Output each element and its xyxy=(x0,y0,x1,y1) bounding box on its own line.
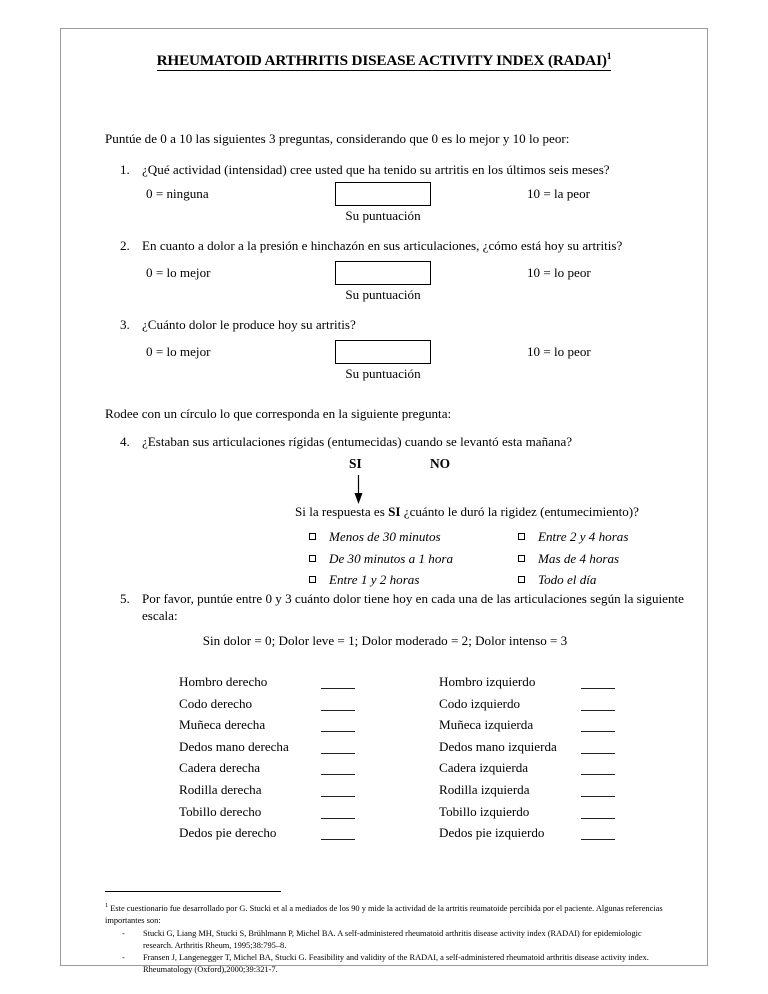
joint-score-blank[interactable] xyxy=(321,818,355,819)
joint-column-right-side xyxy=(179,674,439,847)
footnote-dash: - xyxy=(122,928,125,938)
joint-score-blank[interactable] xyxy=(581,774,615,775)
checkbox-icon[interactable] xyxy=(309,576,329,587)
question-1-score-box[interactable] xyxy=(335,182,431,206)
duration-option[interactable] xyxy=(309,551,453,573)
checkbox-icon[interactable] xyxy=(518,533,538,544)
answer-option-no[interactable]: NO xyxy=(430,456,451,471)
joint-label: Muñeca derecha xyxy=(179,717,266,733)
footnote-separator xyxy=(105,891,281,892)
joint-score-blank[interactable] xyxy=(321,731,355,732)
footnote xyxy=(105,901,671,976)
checkbox-icon[interactable] xyxy=(309,533,329,544)
joint-label: Muñeca izquierda xyxy=(439,717,534,733)
question-5-number: 5. xyxy=(120,591,130,606)
joint-label: Dedos mano izquierda xyxy=(439,738,557,754)
question-1-right-anchor: 10 = la peor xyxy=(527,186,591,201)
joint-row xyxy=(179,804,439,826)
question-2-score-caption: Su puntuación xyxy=(345,287,421,302)
question-1 xyxy=(120,161,700,178)
question-1-score-caption: Su puntuación xyxy=(345,208,421,223)
joint-row xyxy=(439,674,699,696)
footnote-reference-text: Stucki G, Liang MH, Stucki S, Brühlmann P, Michel BA. A self-administered rheumatoid arthritis disease activity index (RADAI) for epidemiologic research. Arthritis Rheum, 1995;38:795–8. xyxy=(143,928,642,950)
footnote-text: Este cuestionario fue desarrollado por G. Stucki et al a mediados de los 90 y mide la actividad de la artritis reumatoide percibida por el paciente. Algunas referencias importantes son: xyxy=(105,903,663,925)
footnote-reference xyxy=(105,928,671,952)
question-2-score-box[interactable] xyxy=(335,261,431,285)
question-2-right-anchor: 10 = lo peor xyxy=(527,265,591,280)
joint-label: Dedos pie izquierdo xyxy=(439,825,545,841)
footnote-body xyxy=(105,901,671,927)
duration-options-column-right xyxy=(518,529,628,594)
joint-row xyxy=(179,825,439,847)
joint-label: Tobillo derecho xyxy=(179,803,262,819)
joint-row xyxy=(179,674,439,696)
down-arrow-icon xyxy=(353,475,365,505)
joint-score-blank[interactable] xyxy=(581,818,615,819)
joint-score-blank[interactable] xyxy=(581,839,615,840)
joint-score-blank[interactable] xyxy=(581,710,615,711)
title-footnote-marker: 1 xyxy=(606,52,612,62)
joint-score-blank[interactable] xyxy=(581,753,615,754)
question-3-text: ¿Cuánto dolor le produce hoy su artritis? xyxy=(142,317,356,332)
joint-row xyxy=(439,782,699,804)
duration-options-column-left xyxy=(309,529,453,594)
followup-prefix: Si la respuesta es xyxy=(295,504,389,519)
question-3-score-row xyxy=(61,340,709,382)
pain-scale-legend: Sin dolor = 0; Dolor leve = 1; Dolor moderado = 2; Dolor intenso = 3 xyxy=(202,633,568,648)
joint-score-blank[interactable] xyxy=(581,731,615,732)
question-2-text: En cuanto a dolor a la presión e hinchazón en sus articulaciones, ¿cómo está hoy su artritis? xyxy=(142,238,623,253)
joint-label: Rodilla derecha xyxy=(179,781,262,797)
question-3-score-box[interactable] xyxy=(335,340,431,364)
question-3-left-anchor: 0 = lo mejor xyxy=(146,344,211,359)
intro-instruction: Puntúe de 0 a 10 las siguientes 3 preguntas, considerando que 0 es lo mejor y 10 lo peor: xyxy=(105,131,570,146)
joint-row xyxy=(439,717,699,739)
question-4 xyxy=(120,433,700,450)
followup-suffix: ¿cuánto le duró la rigidez (entumecimiento)? xyxy=(400,504,639,519)
footnote-marker: 1 xyxy=(105,902,109,909)
footnote-reference-text: Fransen J, Langenegger T, Michel BA, Stucki G. Feasibility and validity of the RADAI, a self-administered rheumatoid arthritis disease activity index. Rheumatology (Oxford),2000;39:321-7. xyxy=(143,953,649,975)
joint-label: Hombro derecho xyxy=(179,674,268,689)
question-1-number: 1. xyxy=(120,162,130,177)
joint-score-blank[interactable] xyxy=(321,753,355,754)
question-2-score-row xyxy=(61,261,709,303)
joint-score-blank[interactable] xyxy=(321,774,355,775)
joint-score-blank[interactable] xyxy=(321,796,355,797)
joint-label: Cadera izquierda xyxy=(439,760,529,776)
duration-option-label: De 30 minutos a 1 hora xyxy=(329,550,454,566)
footnote-dash: - xyxy=(122,953,125,963)
joint-label: Dedos pie derecho xyxy=(179,825,277,841)
joint-row xyxy=(179,739,439,761)
checkbox-icon[interactable] xyxy=(309,555,329,566)
joint-row xyxy=(439,696,699,718)
question-1-text: ¿Qué actividad (intensidad) cree usted que ha tenido su artritis en los últimos seis meses? xyxy=(142,162,610,177)
joint-label: Cadera derecha xyxy=(179,760,261,776)
joint-score-blank[interactable] xyxy=(321,710,355,711)
joint-label: Codo derecho xyxy=(179,695,253,711)
duration-option[interactable] xyxy=(518,551,628,573)
followup-emphasis: SI xyxy=(388,504,401,519)
joint-score-blank[interactable] xyxy=(581,796,615,797)
joint-row xyxy=(179,717,439,739)
duration-option[interactable] xyxy=(309,529,453,551)
question-5 xyxy=(120,590,700,624)
joint-label: Hombro izquierdo xyxy=(439,674,536,689)
question-3-score-caption: Su puntuación xyxy=(345,366,421,381)
yes-no-choice xyxy=(61,456,709,506)
question-2-left-anchor: 0 = lo mejor xyxy=(146,265,211,280)
question-2 xyxy=(120,237,700,254)
joint-label: Tobillo izquierdo xyxy=(439,803,530,819)
question-1-score-row xyxy=(61,182,709,224)
joint-label: Rodilla izquierda xyxy=(439,781,530,797)
duration-option-label: Entre 1 y 2 horas xyxy=(329,572,420,587)
joint-row xyxy=(439,760,699,782)
page-title xyxy=(61,52,707,70)
joint-row xyxy=(179,696,439,718)
footnote-reference xyxy=(105,952,671,976)
question-3-right-anchor: 10 = lo peor xyxy=(527,344,591,359)
duration-option-label: Entre 2 y 4 horas xyxy=(538,529,629,544)
question-3-number: 3. xyxy=(120,317,130,332)
question-4-text: ¿Estaban sus articulaciones rígidas (entumecidas) cuando se levantó esta mañana? xyxy=(142,434,573,449)
joint-row xyxy=(439,804,699,826)
joint-row xyxy=(439,739,699,761)
joint-label: Codo izquierdo xyxy=(439,695,521,711)
checkbox-icon[interactable] xyxy=(518,555,538,566)
duration-option[interactable] xyxy=(518,529,628,551)
circle-instruction: Rodee con un círculo lo que corresponda en la siguiente pregunta: xyxy=(105,406,452,421)
duration-option-label: Mas de 4 horas xyxy=(538,550,620,566)
duration-option-label: Menos de 30 minutos xyxy=(329,529,441,544)
joint-score-blank[interactable] xyxy=(321,688,355,689)
joint-row xyxy=(439,825,699,847)
joint-row xyxy=(179,782,439,804)
question-3 xyxy=(120,316,700,333)
duration-option-label: Todo el día xyxy=(538,572,597,587)
page-title-text: RHEUMATOID ARTHRITIS DISEASE ACTIVITY INDEX (RADAI) xyxy=(156,52,607,70)
answer-option-si[interactable]: SI xyxy=(349,456,362,471)
question-4-number: 4. xyxy=(120,434,130,449)
checkbox-icon[interactable] xyxy=(518,576,538,587)
question-4-followup xyxy=(295,504,639,520)
joint-score-blank[interactable] xyxy=(581,688,615,689)
joint-column-left-side xyxy=(439,674,699,847)
question-5-text: Por favor, puntúe entre 0 y 3 cuánto dolor tiene hoy en cada una de las articulaciones según la siguiente escala: xyxy=(142,591,684,624)
question-2-number: 2. xyxy=(120,238,130,253)
footnote-reference-list xyxy=(105,928,671,977)
joint-label: Dedos mano derecha xyxy=(179,738,289,754)
question-1-left-anchor: 0 = ninguna xyxy=(146,186,209,201)
document-page xyxy=(60,28,708,975)
joint-score-blank[interactable] xyxy=(321,839,355,840)
joint-row xyxy=(179,760,439,782)
